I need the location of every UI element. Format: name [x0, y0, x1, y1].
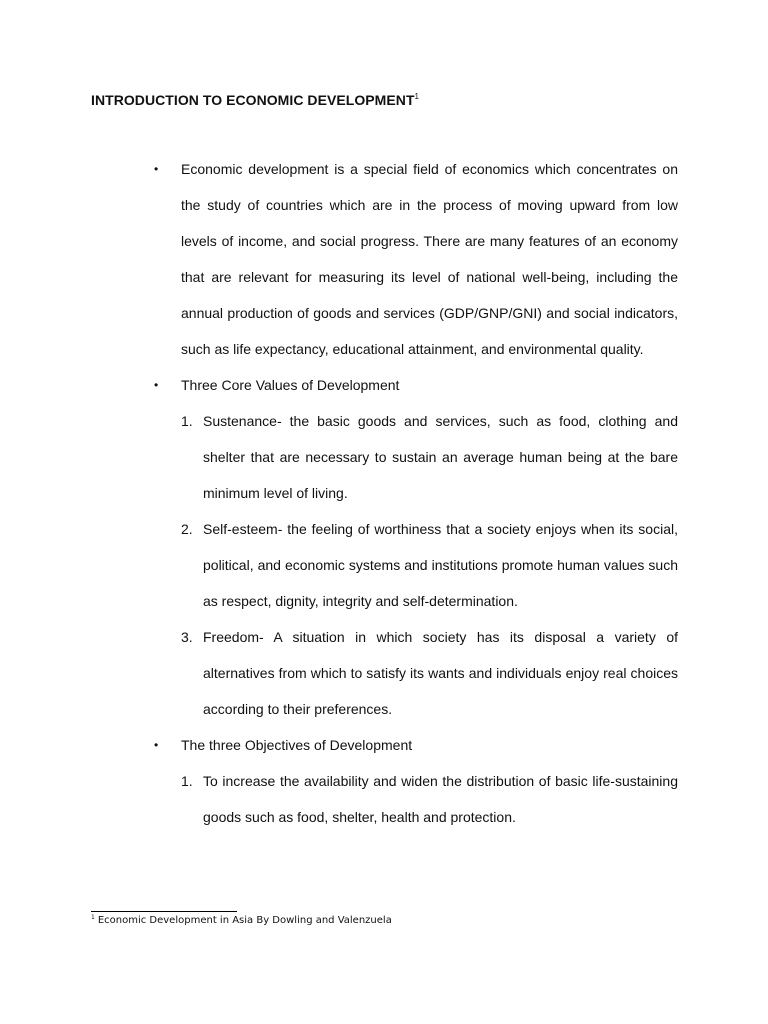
list-item-sustenance — [0, 403, 768, 511]
bullet-icon: • — [154, 738, 159, 752]
bullet-item-economic-development — [0, 151, 768, 367]
title-footnote-marker: 1 — [414, 92, 420, 101]
bullet-icon: • — [154, 162, 159, 176]
list-number: 1. — [181, 773, 193, 789]
footnote-text: Economic Development in Asia By Dowling and Valenzuela — [97, 915, 392, 926]
list-item-text: Freedom- A situation in which society has its disposal a variety of alternatives from which to satisfy its wants and individuals enjoy real choices according to their preferences. — [203, 629, 678, 717]
list-number: 2. — [181, 521, 193, 537]
footnote-separator — [91, 911, 237, 912]
heading-objectives: The three Objectives of Development — [181, 737, 413, 753]
bullet-icon: • — [154, 378, 159, 392]
objectives-list — [0, 763, 768, 835]
list-item-objective-1 — [0, 763, 768, 835]
footnote — [91, 915, 392, 926]
list-item-text: Self-esteem- the feeling of worthiness that a society enjoys when its social, political, and economic systems and institutions promote human values such as respect, dignity, integrity and self-determination. — [203, 521, 678, 609]
document-body — [0, 151, 768, 835]
list-item-self-esteem — [0, 511, 768, 619]
list-item-freedom — [0, 619, 768, 727]
core-values-list — [0, 403, 768, 727]
title-text: INTRODUCTION TO ECONOMIC DEVELOPMENT — [91, 92, 415, 108]
list-item-text: To increase the availability and widen the distribution of basic life-sustaining goods such as food, shelter, health and protection. — [203, 773, 678, 825]
footnote-marker: 1 — [91, 914, 95, 921]
document-title — [91, 92, 419, 108]
paragraph-economic-development: Economic development is a special field of economics which concentrates on the study of countries which are in the process of moving upward from low levels of income, and social progress. There are many features of an economy that are relevant for measuring its level of national well-being, including the annual production of goods and services (GDP/GNP/GNI) and social indicators, such as life expectancy, educational attainment, and environmental quality. — [181, 161, 678, 357]
list-number: 3. — [181, 629, 193, 645]
list-item-text: Sustenance- the basic goods and services, such as food, clothing and shelter that are necessary to sustain an average human being at the bare minimum level of living. — [203, 413, 678, 501]
bullet-item-core-values — [0, 367, 768, 403]
list-number: 1. — [181, 413, 193, 429]
bullet-item-objectives — [0, 727, 768, 763]
heading-core-values: Three Core Values of Development — [181, 377, 400, 393]
